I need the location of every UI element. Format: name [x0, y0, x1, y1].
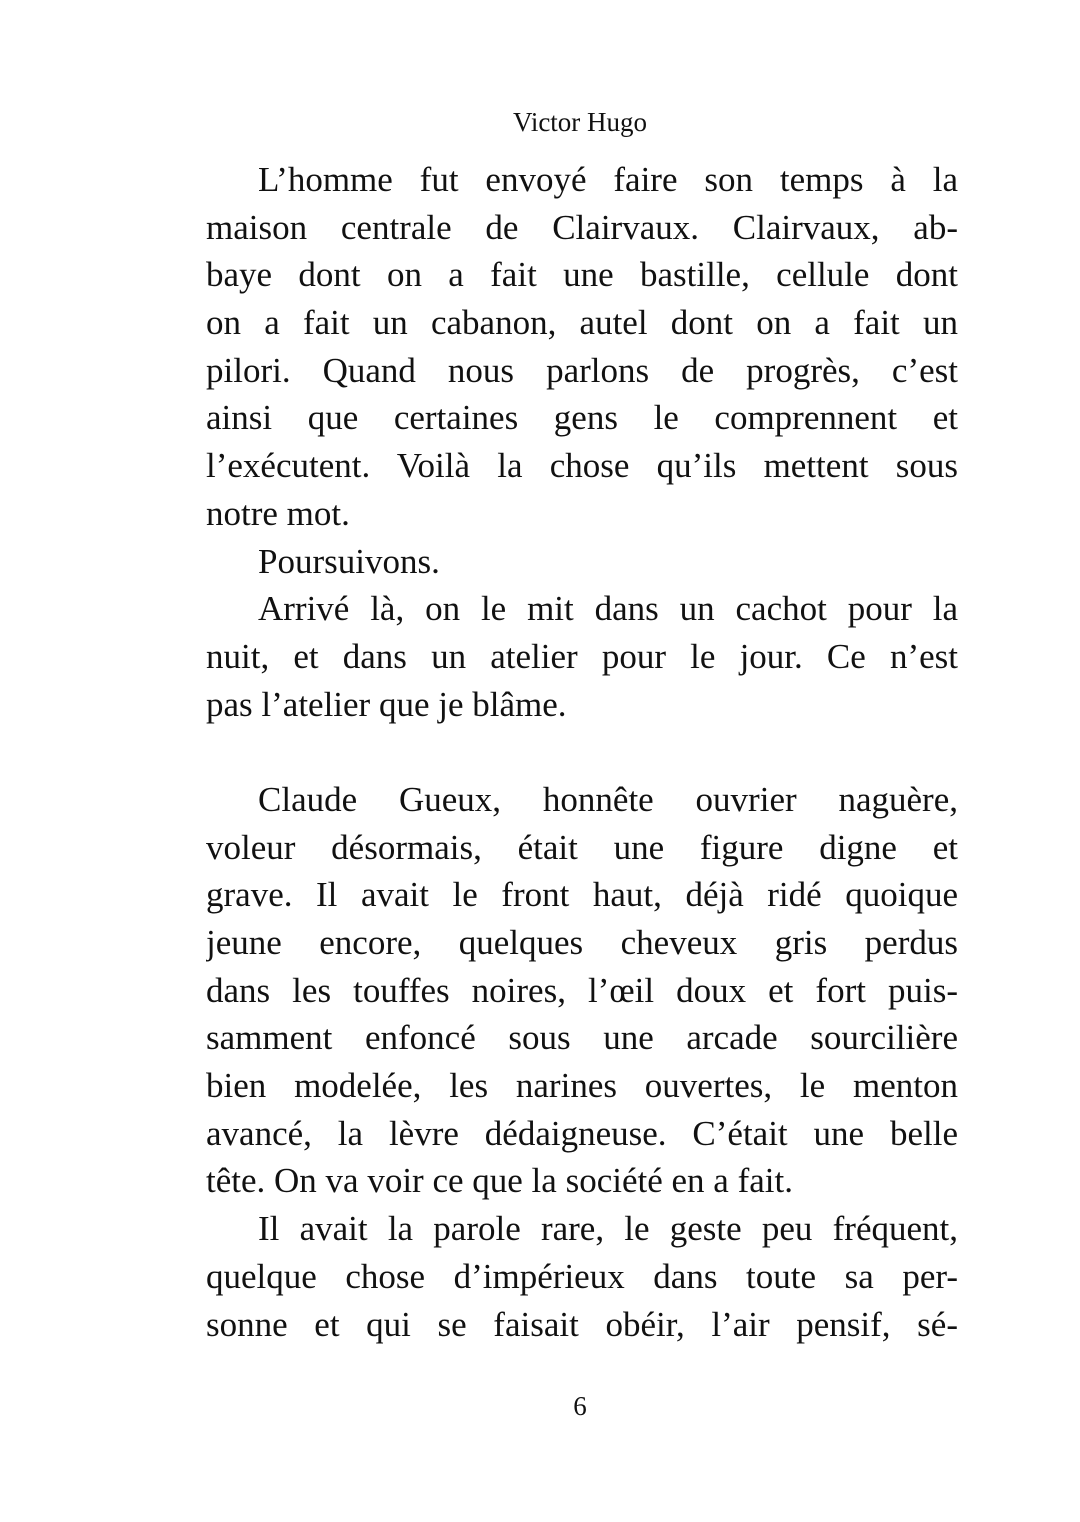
text-line: quelque chose d’impérieux dans toute sa per- — [206, 1256, 958, 1296]
text-line: jeune encore, quelques cheveux gris perdus — [206, 923, 958, 962]
page-number: 6 — [573, 1391, 587, 1421]
text-line: dans les touffes noires, l’œil doux et fort puis- — [206, 970, 958, 1010]
running-header: Victor Hugo — [512, 107, 648, 137]
text-line: nuit, et dans un atelier pour le jour. Ce n’est — [206, 636, 958, 676]
body-text — [206, 156, 958, 1348]
text-line: l’exécutent. Voilà la chose qu’ils mettent sous — [206, 446, 958, 486]
paragraph — [206, 538, 958, 586]
text-line: bien modelée, les narines ouvertes, le menton — [206, 1066, 958, 1106]
text-line: samment enfoncé sous une arcade sourcilière — [206, 1018, 958, 1058]
text-line: baye dont on a fait une bastille, cellule dont — [206, 255, 958, 295]
text-line: notre mot. — [206, 493, 350, 533]
text-line: voleur désormais, était une figure digne et — [206, 827, 958, 867]
text-line: ainsi que certaines gens le comprennent et — [206, 398, 958, 438]
text-line: tête. On va voir ce que la société en a fait. — [206, 1161, 793, 1201]
text-line: sonne et qui se faisait obéir, l’air pensif, sé- — [206, 1304, 958, 1344]
text-line: pilori. Quand nous parlons de progrès, c’est — [206, 350, 958, 390]
text-line: Arrivé là, on le mit dans un cachot pour la — [258, 589, 958, 629]
text-line: Poursuivons. — [258, 541, 440, 581]
text-line: Claude Gueux, honnête ouvrier naguère, — [258, 779, 958, 819]
paragraph — [206, 585, 958, 728]
paragraph — [206, 776, 958, 1205]
text-line: avancé, la lèvre dédaigneuse. C’était une belle — [206, 1113, 958, 1153]
text-line: on a fait un cabanon, autel dont on a fait un — [206, 303, 958, 343]
paragraph — [206, 156, 958, 538]
section-break — [206, 728, 958, 776]
text-line: grave. Il avait le front haut, déjà ridé quoique — [206, 875, 958, 915]
text-line: pas l’atelier que je blâme. — [206, 684, 567, 724]
text-line: Il avait la parole rare, le geste peu fréquent, — [258, 1209, 958, 1249]
text-line: maison centrale de Clairvaux. Clairvaux, ab- — [206, 207, 958, 247]
paragraph — [206, 1205, 958, 1348]
text-line: L’homme fut envoyé faire son temps à la — [258, 160, 958, 199]
